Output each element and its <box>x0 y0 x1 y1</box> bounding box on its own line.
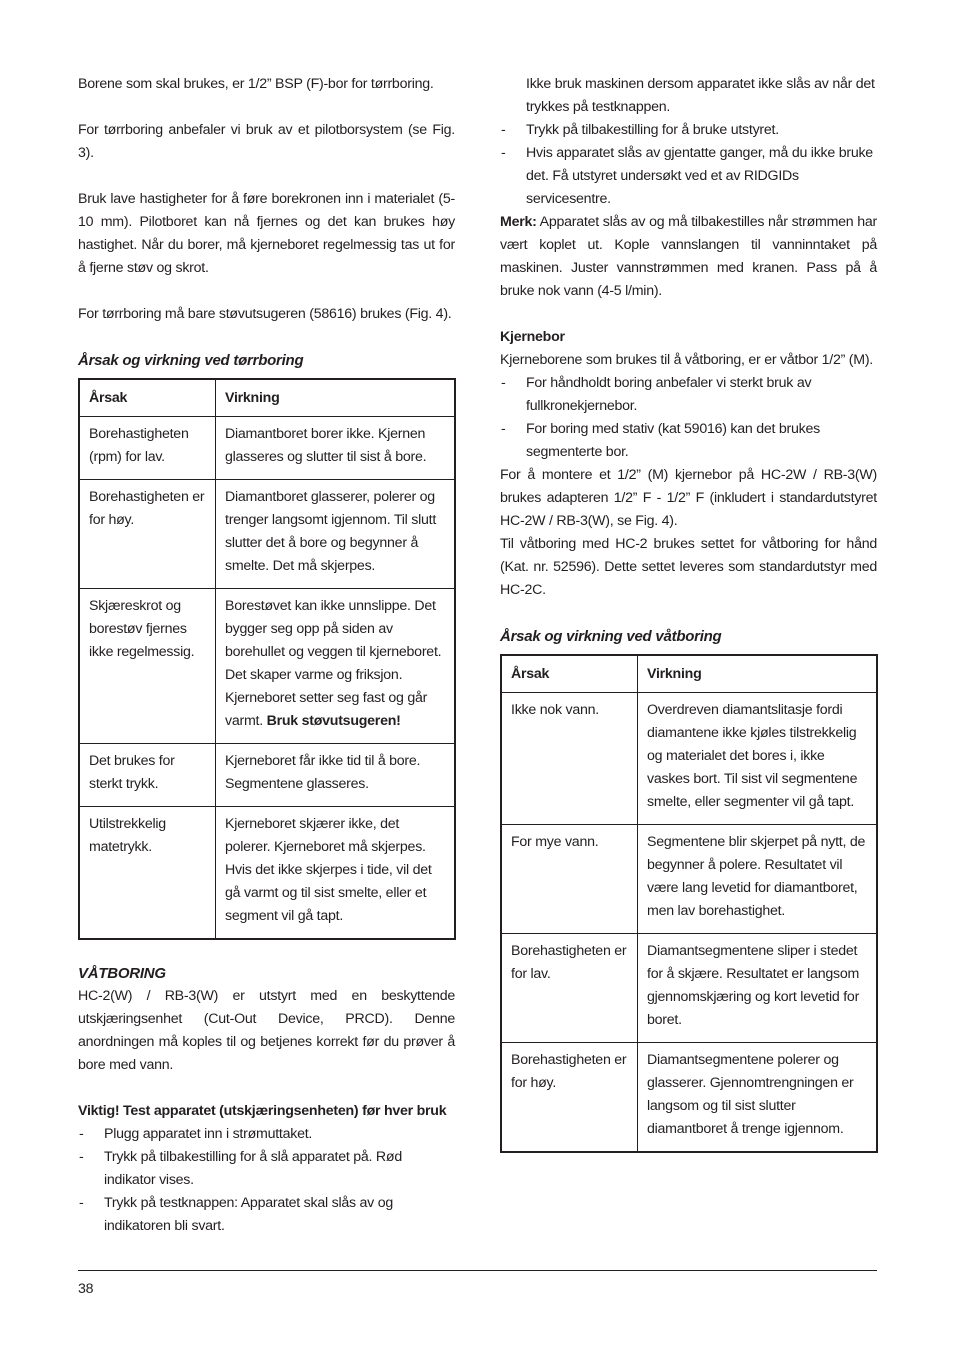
paragraph-dry-bits: Borene som skal brukes, er 1/2” BSP (F)-bor for tørrboring. <box>78 76 434 92</box>
wet-table-title: Årsak og virkning ved våtboring <box>500 628 722 645</box>
list-item: - For boring med stativ (kat 59016) kan det brukes segmenterte bor. <box>500 418 877 464</box>
cause-cell: For mye vann. <box>501 825 638 934</box>
note-paragraph <box>500 211 877 303</box>
list-item: - Trykk på tilbakestilling for å bruke utstyret. <box>500 119 877 142</box>
paragraph-dust-extractor: For tørrboring må bare støvutsugeren (58616) brukes (Fig. 4). <box>78 306 452 322</box>
cause-cell: Borehastigheten er for høy. <box>501 1043 638 1153</box>
paragraph-pilot-system: For tørrboring anbefaler vi bruk av et pilotborsystem (se Fig. 3). <box>78 122 455 161</box>
left-column <box>78 73 455 1238</box>
table-row <box>79 744 455 807</box>
page-number: 38 <box>78 1281 94 1297</box>
core-bits-list <box>500 372 877 464</box>
effect-emphasis: Bruk støvutsugeren! <box>266 713 401 729</box>
list-item: - Trykk på tilbakestilling for å slå apparatet på. Rød indikator vises. <box>78 1146 455 1192</box>
test-device-heading: Viktig! Test apparatet (utskjæringsenheten) før hver bruk <box>78 1103 447 1119</box>
dry-cause-effect-table <box>78 378 456 940</box>
table-row <box>79 807 455 940</box>
cause-cell: Borehastigheten er for høy. <box>79 480 216 589</box>
cause-cell: Skjæreskrot og borestøv fjernes ikke regelmessig. <box>79 589 216 744</box>
table-row <box>501 693 877 825</box>
effect-cell: Diamantboret glasserer, polerer og trenger langsomt igjennom. Til slutt slutter det å bore og begynner å smelte. Det må skjerpes. <box>216 480 456 589</box>
header-effect: Virkning <box>638 655 878 693</box>
effect-cell: Kjerneboret skjærer ikke, det polerer. Kjerneboret må skjerpes. Hvis det ikke skjerpes i tide, vil det gå varmt og til sist smelte, eller et segment vil gå tapt. <box>216 807 456 940</box>
note-text: Apparatet slås av og må tilbakestilles når strømmen har vært koplet ut. Kople vannslangen til vanninntaket på maskinen. Juster vannstrømmen med kranen. Pass på å bruke nok vann (4-5 l/min). <box>500 214 877 299</box>
cause-cell: Borehastigheten (rpm) for lav. <box>79 417 216 480</box>
table-row <box>501 934 877 1043</box>
test-note: Ikke bruk maskinen dersom apparatet ikke slås av når det trykkes på testknappen. <box>526 76 875 115</box>
effect-text: Borestøvet kan ikke unnslippe. Det bygger seg opp på siden av borehullet og veggen til kjerneboret. Det skaper varme og friksjon. Kjerneboret setter seg fast og går varmt. <box>225 598 442 729</box>
effect-cell: Diamantsegmentene polerer og glasserer. Gjennomtrengningen er langsom og til sist slutter diamantboret å trenge igjennom. <box>638 1043 878 1153</box>
effect-cell: Overdreven diamantslitasje fordi diamantene ikke kjøles tilstrekkelig og materialet det bores i, ikke vaskes bort. Til sist vil segmentene smelte, eller segmenter vil gå tapt. <box>638 693 878 825</box>
wet-drilling-heading: VÅTBORING <box>78 965 166 982</box>
note-label: Merk: <box>500 214 537 230</box>
cause-cell: Utilstrekkelig matetrykk. <box>79 807 216 940</box>
cause-cell: Borehastigheten er for lav. <box>501 934 638 1043</box>
wet-cause-effect-table <box>500 654 878 1153</box>
table-header-row <box>501 655 877 693</box>
paragraph-low-speed: Bruk lave hastigheter for å føre borekronen inn i materialet (5-10 mm). Pilotboret kan nå fjernes og det kan brukes høy hastighet. Når du borer, må kjerneboret regelmessig tas ut for å fjerne støv og skrot. <box>78 191 455 276</box>
list-item: - Hvis apparatet slås av gjentatte ganger, må du ikke bruke det. Få utstyret undersøkt ved et av RIDGIDs servicesentre. <box>500 142 877 211</box>
table-row <box>79 589 455 744</box>
core-bits-intro: Kjerneborene som brukes til å våtboring, er er våtbor 1/2” (M). <box>500 352 873 368</box>
paragraph-mount-adapter: For å montere et 1/2” (M) kjernebor på HC-2W / RB-3(W) brukes adapteren 1/2” F - 1/2” F (inkludert i standardutstyret HC-2W / RB-3(W), se Fig. 4). <box>500 467 877 529</box>
table-row <box>501 825 877 934</box>
right-column <box>500 73 877 1153</box>
effect-cell <box>216 589 456 744</box>
footer-divider <box>78 1270 877 1271</box>
header-cause: Årsak <box>79 379 216 417</box>
effect-cell: Diamantboret borer ikke. Kjernen glasseres og slutter til sist å bore. <box>216 417 456 480</box>
cause-cell: Det brukes for sterkt trykk. <box>79 744 216 807</box>
effect-cell: Segmentene blir skjerpet på nytt, de begynner å polere. Resultatet vil være lang levetid for diamantboret, men lav borehastighet. <box>638 825 878 934</box>
effect-cell: Diamantsegmentene sliper i stedet for å skjære. Resultatet er langsom gjennomskjæring og kort levetid for boret. <box>638 934 878 1043</box>
header-effect: Virkning <box>216 379 456 417</box>
list-item: - For håndholdt boring anbefaler vi sterkt bruk av fullkronekjernebor. <box>500 372 877 418</box>
table-header-row <box>79 379 455 417</box>
list-item: - Plugg apparatet inn i strømuttaket. <box>78 1123 455 1146</box>
table-row <box>79 417 455 480</box>
paragraph-wet-kit: Til våtboring med HC-2 brukes settet for våtboring for hånd (Kat. nr. 52596). Dette settet leveres som standardutstyr med HC-2C. <box>500 536 877 598</box>
dry-table-title: Årsak og virkning ved tørrboring <box>78 352 304 369</box>
paragraph-prcd: HC-2(W) / RB-3(W) er utstyrt med en beskyttende utskjæringsenhet (Cut-Out Device, PRCD). Denne anordningen må koples til og betjenes korrekt før du prøver å bore med vann. <box>78 988 455 1073</box>
effect-cell: Kjerneboret får ikke tid til å bore. Segmentene glasseres. <box>216 744 456 807</box>
cause-cell: Ikke nok vann. <box>501 693 638 825</box>
table-row <box>79 480 455 589</box>
core-bits-heading: Kjernebor <box>500 329 565 345</box>
header-cause: Årsak <box>501 655 638 693</box>
list-item: - Trykk på testknappen: Apparatet skal slås av og indikatoren bli svart. <box>78 1192 455 1238</box>
test-steps-list <box>78 1123 455 1238</box>
table-row <box>501 1043 877 1153</box>
test-steps-continued <box>500 119 877 211</box>
